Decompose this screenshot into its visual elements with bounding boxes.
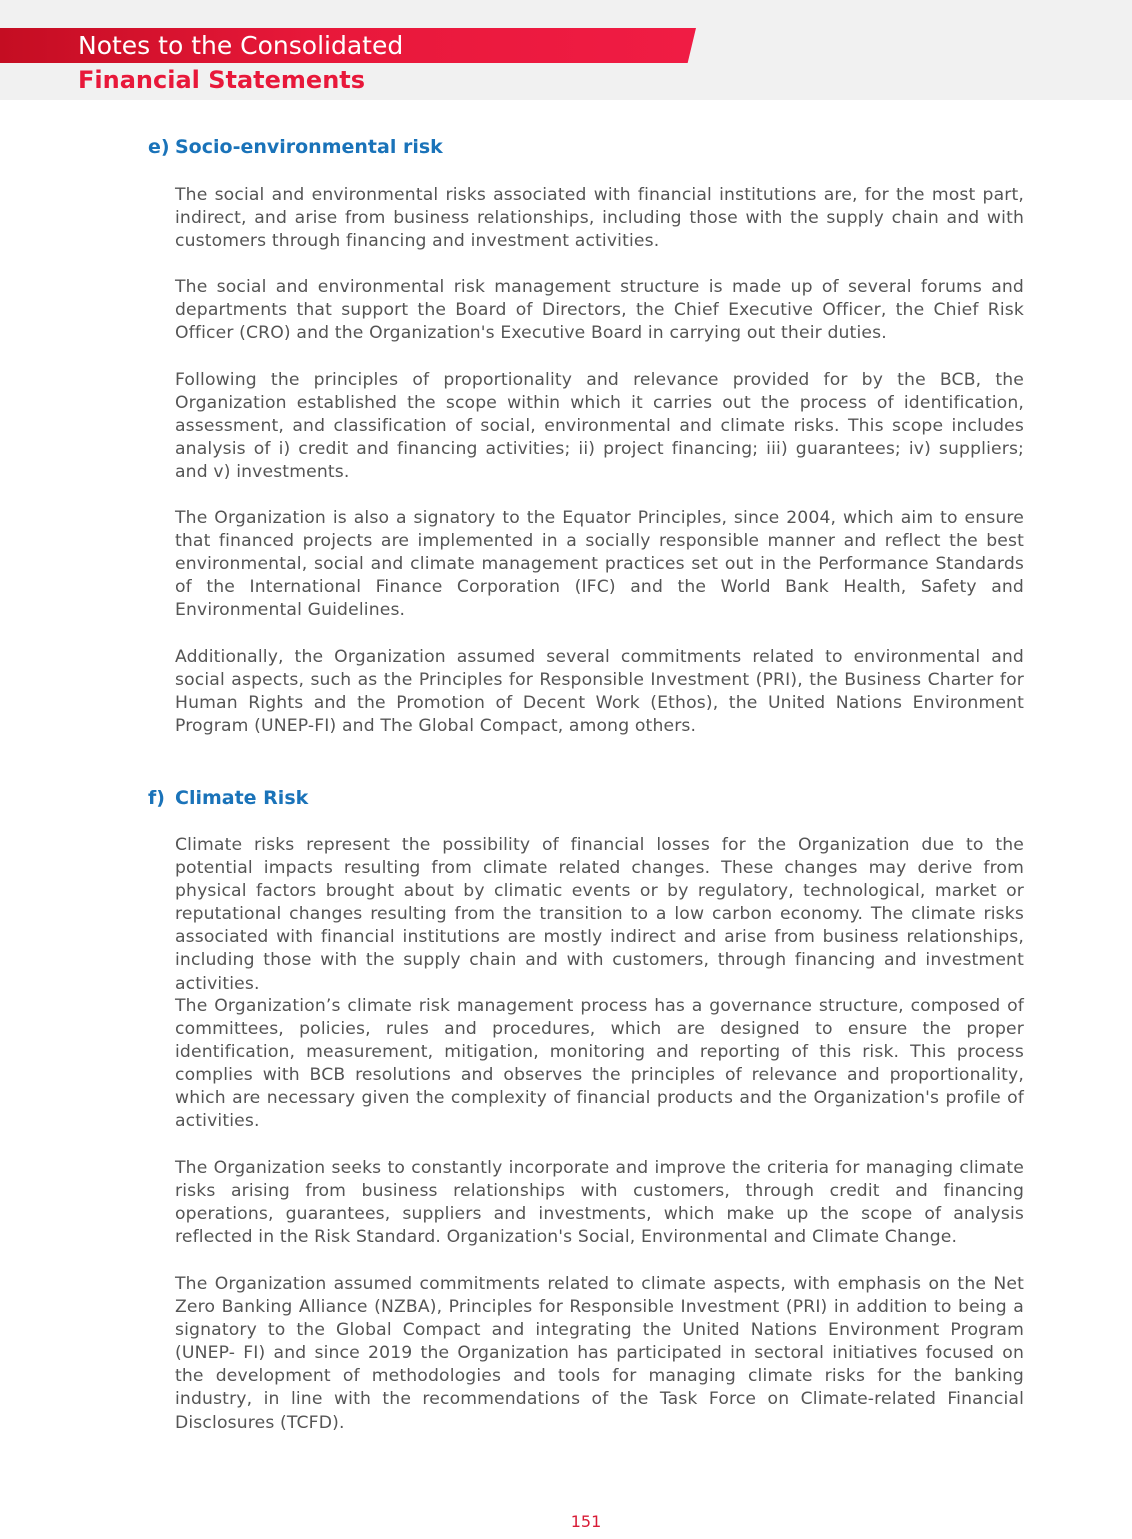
- section-f-letter: f): [148, 787, 165, 809]
- section-e-paragraph-3: Following the principles of proportionality and relevance provided for by the BCB, the Organization established the scope within which it carries out the process of identification, assessment, and classification of social, environmental and climate risks. This scope includes analysis of i) credit and financing activities; ii) project financing; iii) guarantees; iv) suppliers; and v) investments.: [175, 370, 1024, 483]
- section-e-title: Socio-environmental risk: [175, 136, 443, 158]
- section-e-paragraph-1: The social and environmental risks associated with financial institutions are, for the most part, indirect, and arise from business relationships, including those with the supply chain and with customers through financing and investment activities.: [175, 185, 1024, 252]
- section-e-paragraph-5: Additionally, the Organization assumed several commitments related to environmental and social aspects, such as the Principles for Responsible Investment (PRI), the Business Charter for Human Rights and the Promotion of Decent Work (Ethos), the United Nations Environment Program (UNEP-FI) and The Global Compact, among others.: [175, 647, 1024, 737]
- section-e-heading: [148, 134, 443, 160]
- section-e-paragraph-4: The Organization is also a signatory to the Equator Principles, since 2004, which aim to ensure that financed projects are implemented in a socially responsible manner and reflect the best environmental, social and climate management practices set out in the Performance Standards of the International Finance Corporation (IFC) and the World Bank Health, Safety and Environmental Guidelines.: [175, 508, 1024, 621]
- header-title-line2: Financial Statements: [78, 66, 366, 94]
- section-f-title: Climate Risk: [175, 787, 309, 809]
- section-f-heading: [148, 785, 308, 811]
- section-e-letter: e): [148, 136, 170, 158]
- section-f-paragraph-1: Climate risks represent the possibility of financial losses for the Organization due to the potential impacts resulting from climate related changes. These changes may derive from physical factors brought about by climatic events or by regulatory, technological, market or reputational changes resulting from the transition to a low carbon economy. The climate risks associated with financial institutions are mostly indirect and arise from business relationships, including those with the supply chain and with customers, through financing and investment activities.: [175, 835, 1024, 994]
- section-f-paragraph-3: The Organization seeks to constantly incorporate and improve the criteria for managing climate risks arising from business relationships with customers, through credit and financing operations, guarantees, suppliers and investments, which make up the scope of analysis reflected in the Risk Standard. Organization's Social, Environmental and Climate Change.: [175, 1158, 1024, 1248]
- section-f-paragraph-4: The Organization assumed commitments related to climate aspects, with emphasis on the Net Zero Banking Alliance (NZBA), Principles for Responsible Investment (PRI) in addition to being a signatory to the Global Compact and integrating the United Nations Environment Program (UNEP- FI) and since 2019 the Organization has participated in sectoral initiatives focused on the development of methodologies and tools for managing climate risks for the banking industry, in line with the recommendations of the Task Force on Climate-related Financial Disclosures (TCFD).: [175, 1274, 1024, 1433]
- page-number: 151: [570, 1512, 602, 1531]
- page-header: [0, 0, 1132, 100]
- section-e-paragraph-2: The social and environmental risk management structure is made up of several forums and departments that support the Board of Directors, the Chief Executive Officer, the Chief Risk Officer (CRO) and the Organization's Executive Board in carrying out their duties.: [175, 277, 1024, 344]
- header-title-line1: Notes to the Consolidated: [78, 31, 404, 60]
- section-f-paragraph-2: The Organization’s climate risk management process has a governance structure, composed of committees, policies, rules and procedures, which are designed to ensure the proper identification, measurement, mitigation, monitoring and reporting of this risk. This process complies with BCB resolutions and observes the principles of relevance and proportionality, which are necessary given the complexity of financial products and the Organization's profile of activities.: [175, 996, 1024, 1132]
